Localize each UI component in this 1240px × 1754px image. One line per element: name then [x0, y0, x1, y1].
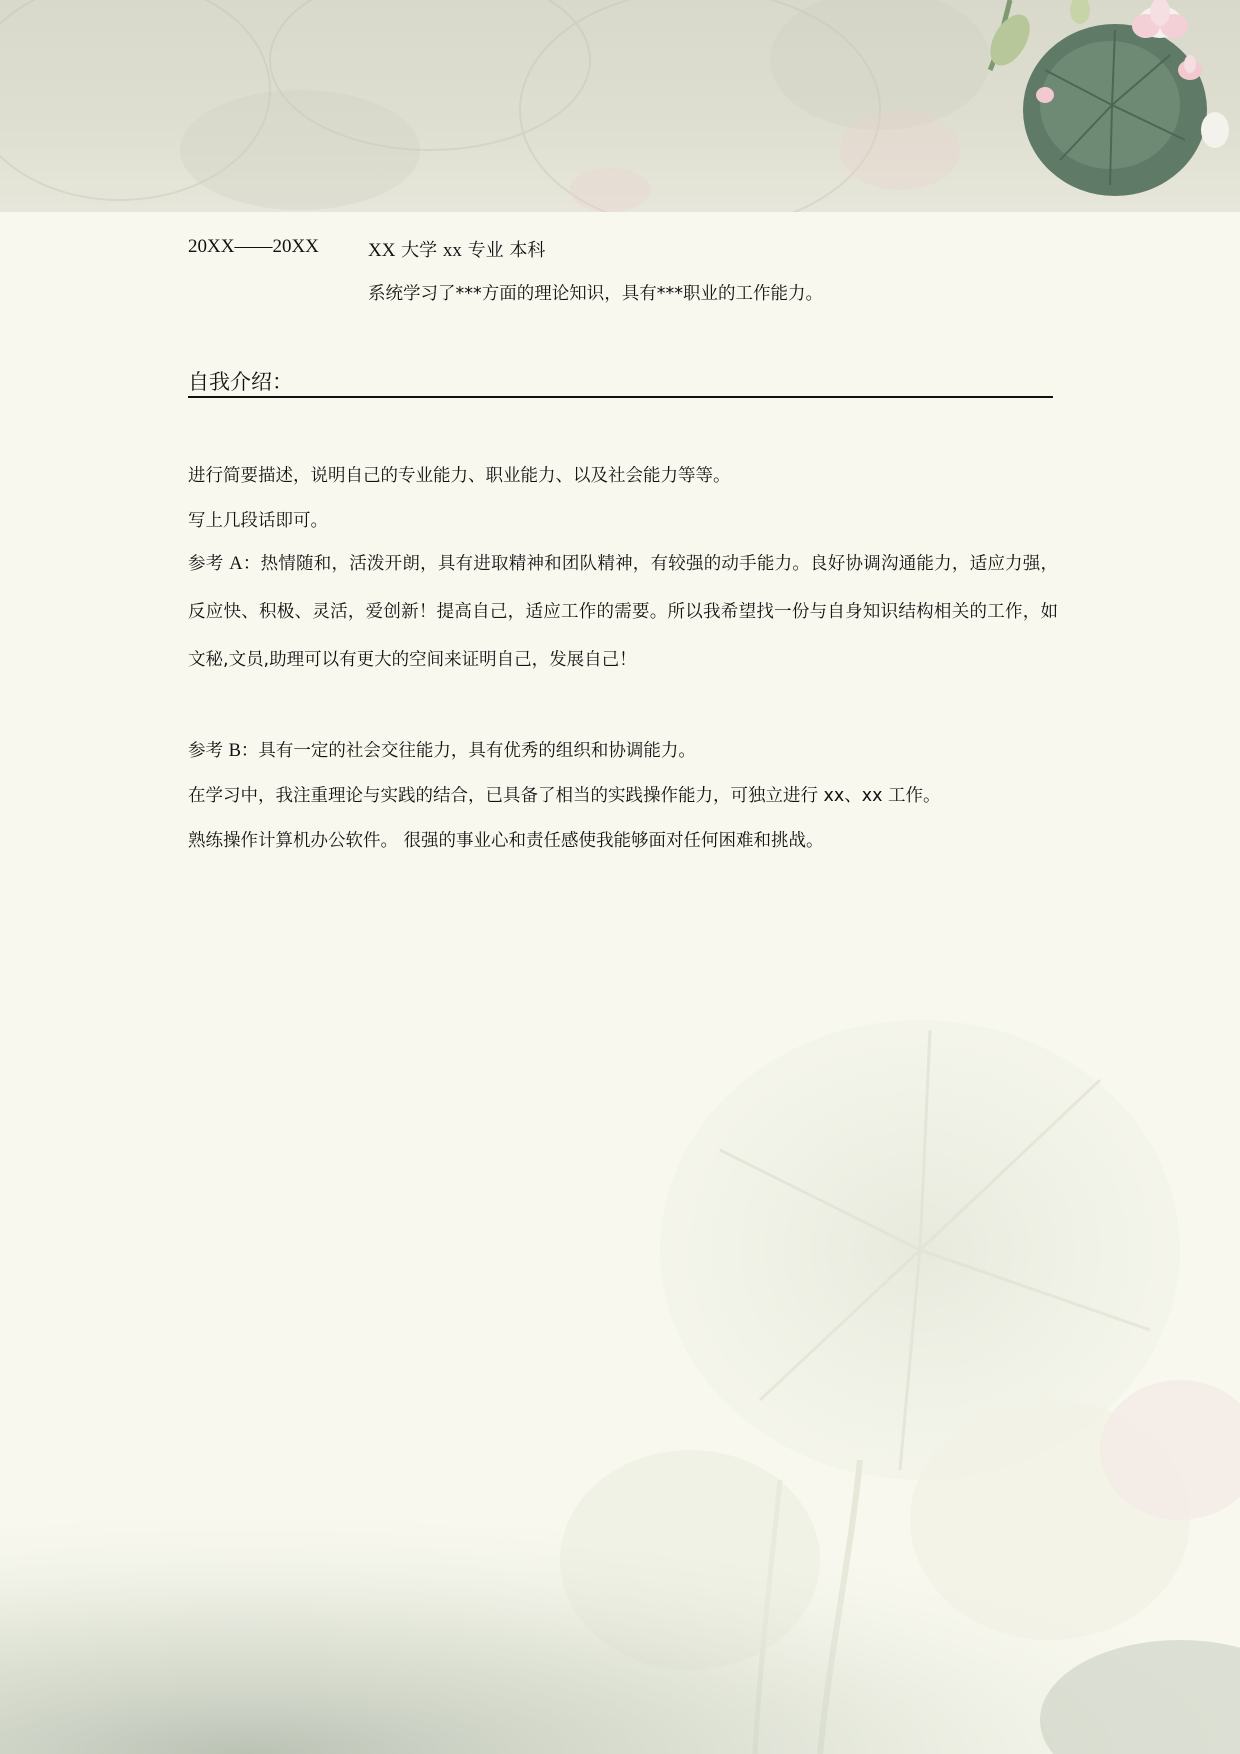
- section-divider: [188, 396, 1053, 398]
- school-name-mid: 大学: [395, 240, 443, 261]
- reference-b-letter: B: [228, 741, 241, 761]
- school-name-prefix: XX: [368, 240, 396, 261]
- section-title-self-intro: 自我介绍：: [188, 370, 293, 394]
- reference-b-text: ：具有一定的社会交往能力，具有优秀的组织和协调能力。: [240, 741, 696, 761]
- lotus-banner-illustration: [0, 0, 1240, 212]
- header-background-banner: [0, 0, 1240, 212]
- intro-line-2: 写上几段话即可。: [188, 511, 328, 531]
- education-period: 20XX——20XX: [188, 236, 319, 257]
- education-school: [368, 236, 545, 262]
- reference-a-paragraph: [188, 540, 1058, 684]
- reference-a-letter: A: [229, 554, 243, 574]
- reference-a-label-prefix: 参考: [188, 554, 230, 574]
- reference-b-label-prefix: 参考: [188, 741, 229, 761]
- major-abbr: xx: [442, 240, 462, 261]
- study-line: 在学习中，我注重理论与实践的结合，已具备了相当的实践操作能力，可独立进行 xx、xx 工作。: [188, 786, 941, 806]
- faded-lotus-leaf-icon: [560, 1020, 1240, 1754]
- education-description: 系统学习了***方面的理论知识，具有***职业的工作能力。: [368, 284, 823, 304]
- reference-a-text: ：热情随和，活泼开朗，具有进取精神和团队精神，有较强的动手能力。良好协调沟通能力，适应力强，反应快、积极、灵活，爱创新！提高自己，适应工作的需要。所以我希望找一份与自身知识结构相关的工作，如文秘,文员,助理可以有更大的空间来证明自己，发展自己！: [188, 554, 1058, 670]
- skills-line: 熟练操作计算机办公软件。 很强的事业心和责任感使我能够面对任何困难和挑战。: [188, 831, 824, 851]
- major-suffix: 专业 本科: [461, 240, 546, 261]
- education-row: [188, 236, 1053, 266]
- intro-line-1: 进行简要描述，说明自己的专业能力、职业能力、以及社会能力等等。: [188, 466, 731, 486]
- reference-b-paragraph: [188, 737, 1058, 762]
